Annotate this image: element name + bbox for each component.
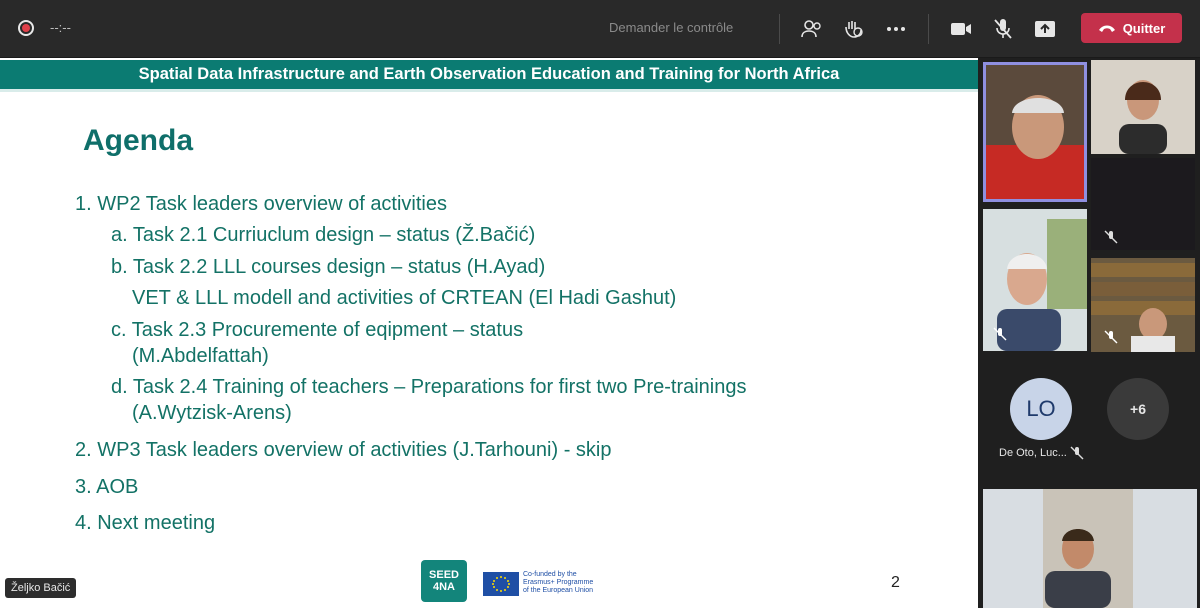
agenda-subitem: a. Task 2.1 Curriuclum design – status (Ž.Bačić) <box>111 224 536 246</box>
meeting-timer: --:-- <box>50 20 71 35</box>
leave-meeting-label: Quitter <box>1122 20 1166 36</box>
agenda-subitem-note: VET & LLL modell and activities of CRTEAN (El Hadi Gashut) <box>132 287 677 309</box>
participant-avatar[interactable]: LO <box>1010 378 1072 440</box>
video-tile-active-speaker[interactable] <box>983 62 1087 202</box>
eu-text-line: of the European Union <box>523 587 594 594</box>
video-tile-participant[interactable] <box>1091 60 1195 154</box>
more-participants-button[interactable]: +6 <box>1107 378 1169 440</box>
seed4na-logo-line2: 4NA <box>432 581 455 593</box>
eu-text-line: Co-funded by the <box>523 571 577 578</box>
eu-cofunded-text <box>523 571 593 595</box>
share-icon[interactable] <box>1029 14 1061 44</box>
slide-page-number: 2 <box>891 574 900 591</box>
mic-muted-icon <box>1104 230 1118 244</box>
video-tile-participant[interactable] <box>1091 158 1195 250</box>
seed4na-logo <box>421 560 467 602</box>
agenda-subitem-note: (A.Wytzisk-Arens) <box>132 402 292 424</box>
slide-header-strip <box>0 89 978 92</box>
agenda-item: 2. WP3 Task leaders overview of activities (J.Tarhouni) - skip <box>75 439 612 461</box>
video-tile-participant[interactable] <box>1091 258 1195 352</box>
participant-name-label: De Oto, Luc... <box>999 447 1067 459</box>
agenda-subitem-note: (M.Abdelfattah) <box>132 345 269 367</box>
mic-muted-icon <box>1104 330 1118 344</box>
slide-title: Agenda <box>83 124 194 157</box>
participant-video-image <box>983 489 1197 608</box>
leave-meeting-button[interactable] <box>1081 13 1182 43</box>
eu-flag-icon <box>483 572 519 596</box>
eu-text-line: Erasmus+ Programme <box>523 579 594 586</box>
presenter-name-label: Željko Bačić <box>5 578 76 598</box>
meeting-toolbar <box>0 0 1200 58</box>
agenda-item: 4. Next meeting <box>75 512 216 534</box>
self-view-video-tile[interactable] <box>983 489 1197 608</box>
toolbar-divider <box>779 14 780 44</box>
participants-icon[interactable] <box>796 14 828 44</box>
agenda-subitem: b. Task 2.2 LLL courses design – status (H.Ayad) <box>111 256 546 278</box>
request-control-button[interactable]: Demander le contrôle <box>609 20 734 35</box>
shared-slide <box>0 58 978 608</box>
agenda-item: 1. WP2 Task leaders overview of activities <box>75 193 448 215</box>
reactions-icon[interactable] <box>838 14 870 44</box>
agenda-subitem: c. Task 2.3 Procuremente of eqipment – status <box>111 319 524 341</box>
seed4na-logo-line1: SEED <box>429 569 459 581</box>
agenda-item: 3. AOB <box>75 476 139 498</box>
participant-video-image <box>986 65 1087 202</box>
mic-muted-icon <box>993 327 1007 341</box>
video-tile-participant[interactable] <box>983 209 1087 351</box>
record-icon <box>18 20 34 36</box>
more-icon[interactable] <box>880 14 912 44</box>
toolbar-divider <box>928 14 929 44</box>
hangup-icon <box>1098 23 1116 33</box>
participant-video-image <box>1091 60 1195 154</box>
mic-muted-icon <box>1070 446 1084 460</box>
agenda-subitem: d. Task 2.4 Training of teachers – Preparations for first two Pre-trainings <box>111 376 747 398</box>
mic-muted-icon[interactable] <box>987 14 1019 44</box>
slide-header: Spatial Data Infrastructure and Earth Observation Education and Training for North Africa <box>0 60 978 89</box>
camera-icon[interactable] <box>945 14 977 44</box>
